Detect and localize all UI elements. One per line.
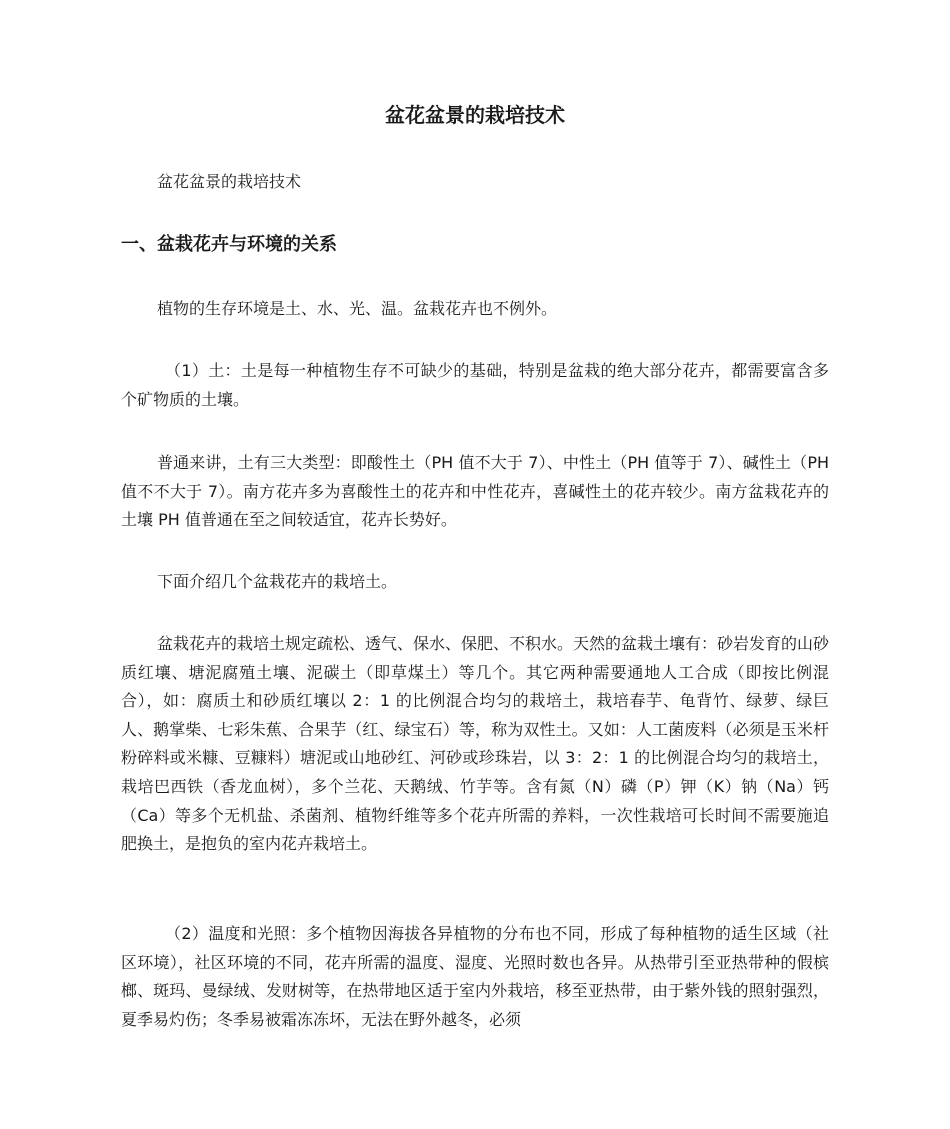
section-heading: 一、盆栽花卉与环境的关系 [121,234,337,255]
paragraph-intro: 植物的生存环境是土、水、光、温。盆栽花卉也不例外。 [157,299,558,318]
paragraph-temperature-light: （2）温度和光照：多个植物因海拔各异植物的分布也不同，形成了每种植物的适生区域（社区环境），社区环境的不同，花卉所需的温度、湿度、光照时数也各异。从热带引至亚热带种的假槟榔、斑玛、曼绿绒、发财树等，在热带地区适于室内外栽培，移至亚热带，由于紫外钱的照射强烈，夏季易灼伤；冬季易被霜冻冻坏，无法在野外越冬，必须 [121,924,829,1029]
paragraph-soil: （1）土：土是每一种植物生存不可缺少的基础，特别是盆栽的绝大部分花卉，都需要富含多个矿物质的土壤。 [121,361,829,409]
paragraph-soil-intro: 下面介绍几个盆栽花卉的栽培土。 [157,572,398,591]
document-title: 盆花盆景的栽培技术 [385,103,565,127]
document-subtitle: 盆花盆景的栽培技术 [157,172,302,191]
paragraph-potting-soil: 盆栽花卉的栽培土规定疏松、透气、保水、保肥、不积水。天然的盆栽土壤有：砂岩发育的山砂质红壤、塘泥腐殖土壤、泥碳土（即草煤土）等几个。其它两种需要通地人工合成（即按比例混合），如：腐质土和砂质红壤以 2：1 的比例混合均匀的栽培土，栽培春芋、龟背竹、绿萝、绿巨人、鹅掌柴、七彩朱蕉、合果芋（红、绿宝石）等，称为双性土。又如：人工菌废料（必须是玉米杆粉碎料或米糠、豆糠料）塘泥或山地砂红、河砂或珍珠岩，以 3：2：1 的比例混合均匀的栽培土，栽培巴西铁（香龙血树），多个兰花、天鹅绒、竹芋等。含有氮（N）磷（P）钾（K）钠（Na）钙（Ca）等多个无机盐、杀菌剂、植物纤维等多个花卉所需的养料，一次性栽培可长时间不需要施追肥换土，是抱负的室内花卉栽培土。 [121,634,830,854]
paragraph-soil-types: 普通来讲，土有三大类型：即酸性土（PH 值不大于 7）、中性土（PH 值等于 7）、碱性土（PH 值不不大于 7）。南方花卉多为喜酸性土的花卉和中性花卉，喜碱性土的花卉较少。南方盆栽花卉的土壤 PH 值普通在至之间较适宜，花卉长势好。 [121,453,829,530]
